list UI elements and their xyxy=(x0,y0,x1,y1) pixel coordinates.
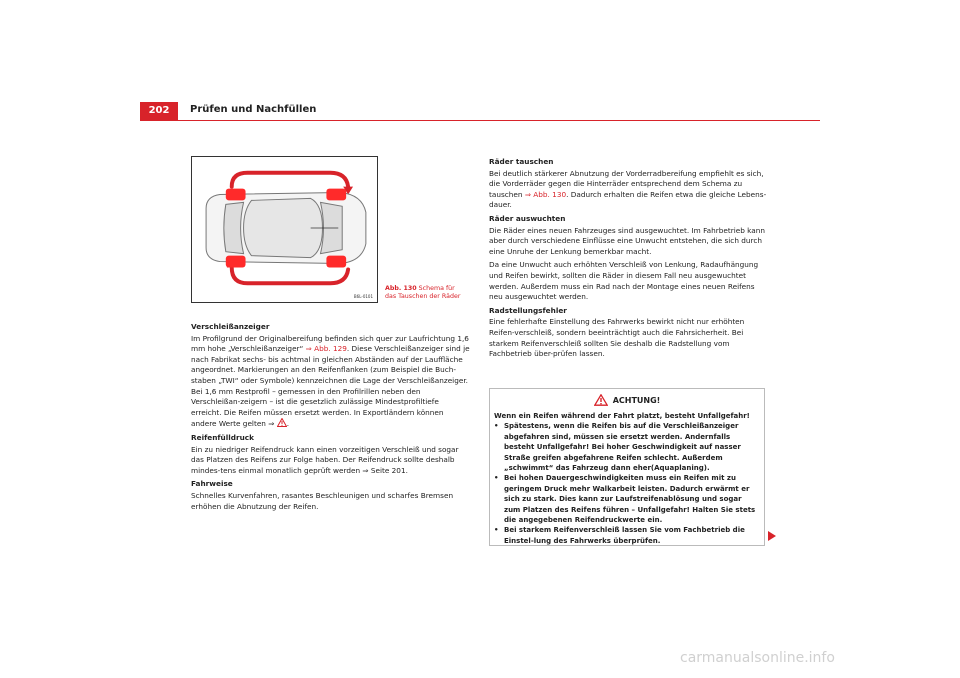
warning-title: ACHTUNG! xyxy=(612,395,661,405)
watermark: carmanualsonline.info xyxy=(680,650,835,666)
bullet-dot: • xyxy=(494,526,499,535)
caption-text: Schema für das Tauschen der Räder xyxy=(385,285,461,300)
page-number: 202 xyxy=(140,102,178,120)
para-radstellungsfehler: Eine fehlerhafte Einstellung des Fahrwerks bewirkt nicht nur erhöhten Reifen-verschleiß, sondern beeinträchtigt auch die Fahrsicherheit. Bei starkem Reifenverschleiß sollten Sie deshalb die Radstellung vom Fachbetrieb über-prüfen lassen. xyxy=(489,317,745,359)
heading-reifenfuelldruck: Reifenfülldruck xyxy=(191,432,254,442)
para-raeder-tauschen: Bei deutlich stärkerer Abnutzung der Vorderradbereifung empfiehlt es sich, die Vorderräder gegen die Hinterräder entsprechend dem Schema zu tauschen ⇒ Abb. 130. Dadurch erhalten die Reifen etwa die gleiche Lebens-dauer. xyxy=(489,168,767,210)
chapter-title: Prüfen und Nachfüllen xyxy=(190,104,317,115)
arrow-top xyxy=(232,173,348,187)
warning-body xyxy=(490,411,764,546)
warning-triangle-icon xyxy=(594,394,608,406)
arrow-bottom xyxy=(232,267,348,283)
figure-code: B6L-0101 xyxy=(353,294,373,299)
wheel-rear-right xyxy=(226,256,246,268)
warning-bullet: • Bei starkem Reifenverschleiß lassen Sie vom Fachbetrieb die Einstel-lung des Fahrwerks überprüfen. xyxy=(494,526,745,545)
para-reifenfuelldruck: Ein zu niedriger Reifendruck kann einen vorzeitigen Verschleiß und sogar das Platzen des Reifens zur Folge haben. Der Reifendruck sollte deshalb mindes-tens einmal monatlich geprüft werden ⇒ Seite 201. xyxy=(191,444,459,475)
warning-intro: Wenn ein Reifen während der Fahrt platzt, besteht Unfallgefahr! xyxy=(494,412,750,420)
link-abb-130[interactable]: ⇒ Abb. 130 xyxy=(524,189,567,199)
wheel-front-right xyxy=(326,256,346,268)
car-body xyxy=(206,193,366,264)
wheel-front-left xyxy=(326,189,346,201)
para-verschleissanzeiger: Im Profilgrund der Originalbereifung befinden sich quer zur Laufrichtung 1,6 mm hohe „Verschleißanzeiger“ ⇒ Abb. 129. Diese Verschleißanzeiger sind je nach Fabrikat sechs- bis achtmal in gleichen Abständen auf der Lauffläche angeordnet. Markierungen an den Reifenflanken (zum Beispiel die Buch-staben „TWI“ oder Symbole) kennzeichnen die Lage der Verschleißanzeiger. Bei 1,6 mm Restprofil – gemessen in den Profilrillen neben den Verschleißan-zeigern – ist die gesetzlich zulässige Mindestprofiltiefe erreicht. Die Reifen müssen ersetzt werden. In Exportländern können andere Werte gelten ⇒ . xyxy=(191,333,470,429)
warning-box xyxy=(489,388,765,546)
heading-fahrweise: Fahrweise xyxy=(191,479,233,489)
wheel-rotation-figure xyxy=(191,156,378,303)
heading-raeder-auswuchten: Räder auswuchten xyxy=(489,213,566,223)
para-fahrweise: Schnelles Kurvenfahren, rasantes Beschleunigen und scharfes Bremsen erhöhen die Abnutzung der Reifen. xyxy=(191,490,454,511)
left-column xyxy=(191,320,471,515)
warning-bullet: • Bei hohen Dauergeschwindigkeiten muss ein Reifen mit zu geringem Druck mehr Walkarbeit leisten. Dadurch erwärmt er sich zu stark. Dies kann zur Laufstreifenablösung und sogar zum Platzen des Reifens führen – Unfallgefahr! Halten Sie stets die angegebenen Reifendruckwerte ein. xyxy=(494,474,756,525)
warning-header xyxy=(490,389,764,411)
caption-label: Abb. 130 xyxy=(385,285,417,292)
header-divider xyxy=(140,120,820,121)
link-abb-129[interactable]: ⇒ Abb. 129 xyxy=(305,344,347,354)
wheel-rear-left xyxy=(226,189,246,201)
warning-triangle-icon xyxy=(277,418,287,427)
next-page-arrow-icon[interactable] xyxy=(768,531,776,541)
figure-caption xyxy=(385,285,465,301)
warning-bullet: • Spätestens, wenn die Reifen bis auf die Verschleißanzeiger abgefahren sind, müssen sie ersetzt werden. Andernfalls besteht Unfallgefahr! Bei hoher Geschwindigkeit auf nasser Straße greifen abgefahrene Reifen schlecht. Außerdem „schwimmt“ das Fahrzeug dann eher(Aquaplaning). xyxy=(494,422,741,473)
para-raeder-auswuchten: Die Räder eines neuen Fahrzeuges sind ausgewuchtet. Im Fahrbetrieb kann aber durch verschiedene Einflüsse eine Unwucht entstehen, die sich durch eine Unruhe der Lenkung bemerkbar macht. xyxy=(489,225,765,256)
heading-verschleissanzeiger: Verschleißanzeiger xyxy=(191,322,270,331)
heading-radstellungsfehler: Radstellungsfehler xyxy=(489,305,567,315)
para-raeder-auswuchten-2: Da eine Unwucht auch erhöhten Verschleiß von Lenkung, Radaufhängung und Reifen bewirkt, sollten die Räder in diesem Fall neu ausgewuchtet werden. Außerdem muss ein Rad nach der Montage eines neuen Reifens neu ausgewuchtet werden. xyxy=(489,260,759,302)
bullet-dot: • xyxy=(494,474,499,483)
bullet-dot: • xyxy=(494,422,499,431)
page-header xyxy=(140,102,820,120)
car-top-view-diagram xyxy=(192,157,377,302)
right-column xyxy=(489,155,769,363)
heading-raeder-tauschen: Räder tauschen xyxy=(489,157,554,166)
